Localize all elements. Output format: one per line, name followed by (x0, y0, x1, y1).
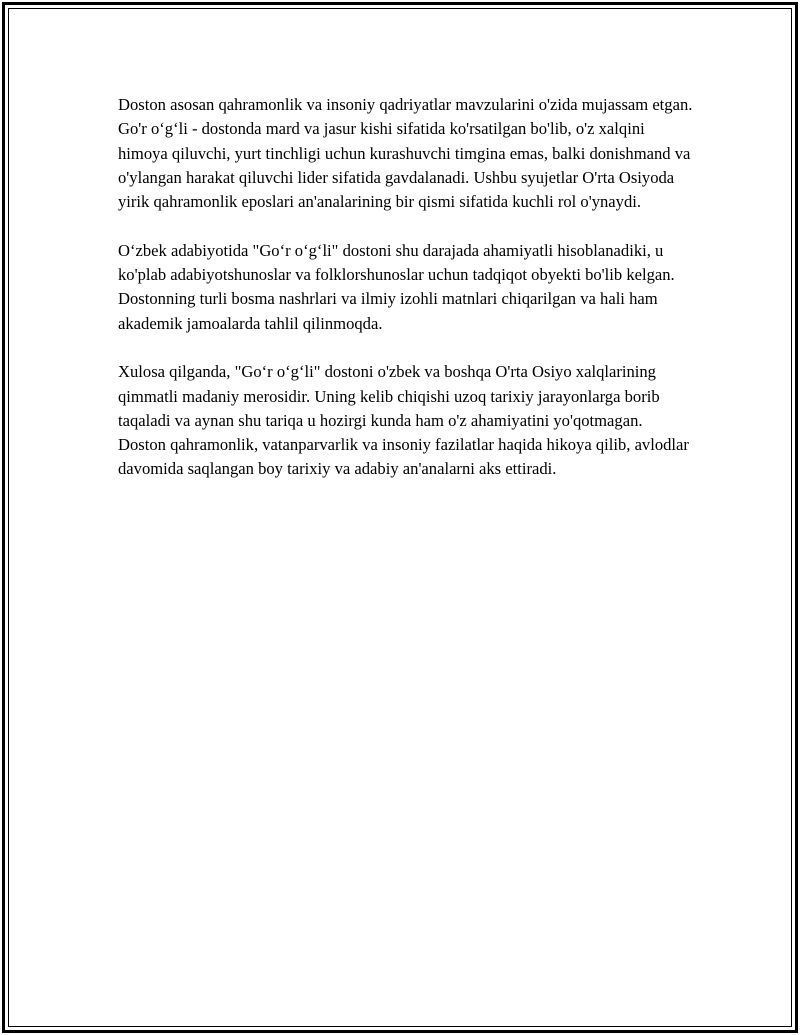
paragraph-3: Xulosa qilganda, "Go‘r o‘g‘li" dostoni o'zbek va boshqa O'rta Osiyo xalqlarining qimmatli madaniy merosidir. Uning kelib chiqishi uzoq tarixiy jarayonlarga borib taqaladi va aynan shu tariqa u hozirgi kunda ham o'z ahamiyatini yo'qotmagan. Doston qahramonlik, vatanparvarlik va insoniy fazilatlar haqida hikoya qilib, avlodlar davomida saqlangan boy tarixiy va adabiy an'analarni aks ettiradi. (118, 362, 689, 479)
document-body (118, 93, 693, 506)
paragraph-1: Doston asosan qahramonlik va insoniy qadriyatlar mavzularini o'zida mujassam etgan. Go'r o‘g‘li - dostonda mard va jasur kishi sifatida ko'rsatilgan bo'lib, o'z xalqini himoya qiluvchi, yurt tinchligi uchun kurashuvchi timgina emas, balki donishmand va o'ylangan harakat qiluvchi lider sifatida gavdalanadi. Ushbu syujetlar O'rta Osiyoda yirik qahramonlik eposlari an'analarining bir qismi sifatida kuchli rol o'ynaydi. (118, 95, 693, 212)
paragraph-2: O‘zbek adabiyotida "Go‘r o‘g‘li" dostoni shu darajada ahamiyatli hisoblanadiki, u ko'plab adabiyotshunoslar va folklorshunoslar uchun tadqiqot obyekti bo'lib kelgan. Dostonning turli bosma nashrlari va ilmiy izohli matnlari chiqarilgan va hali ham akademik jamoalarda tahlil qilinmoqda. (118, 240, 675, 333)
